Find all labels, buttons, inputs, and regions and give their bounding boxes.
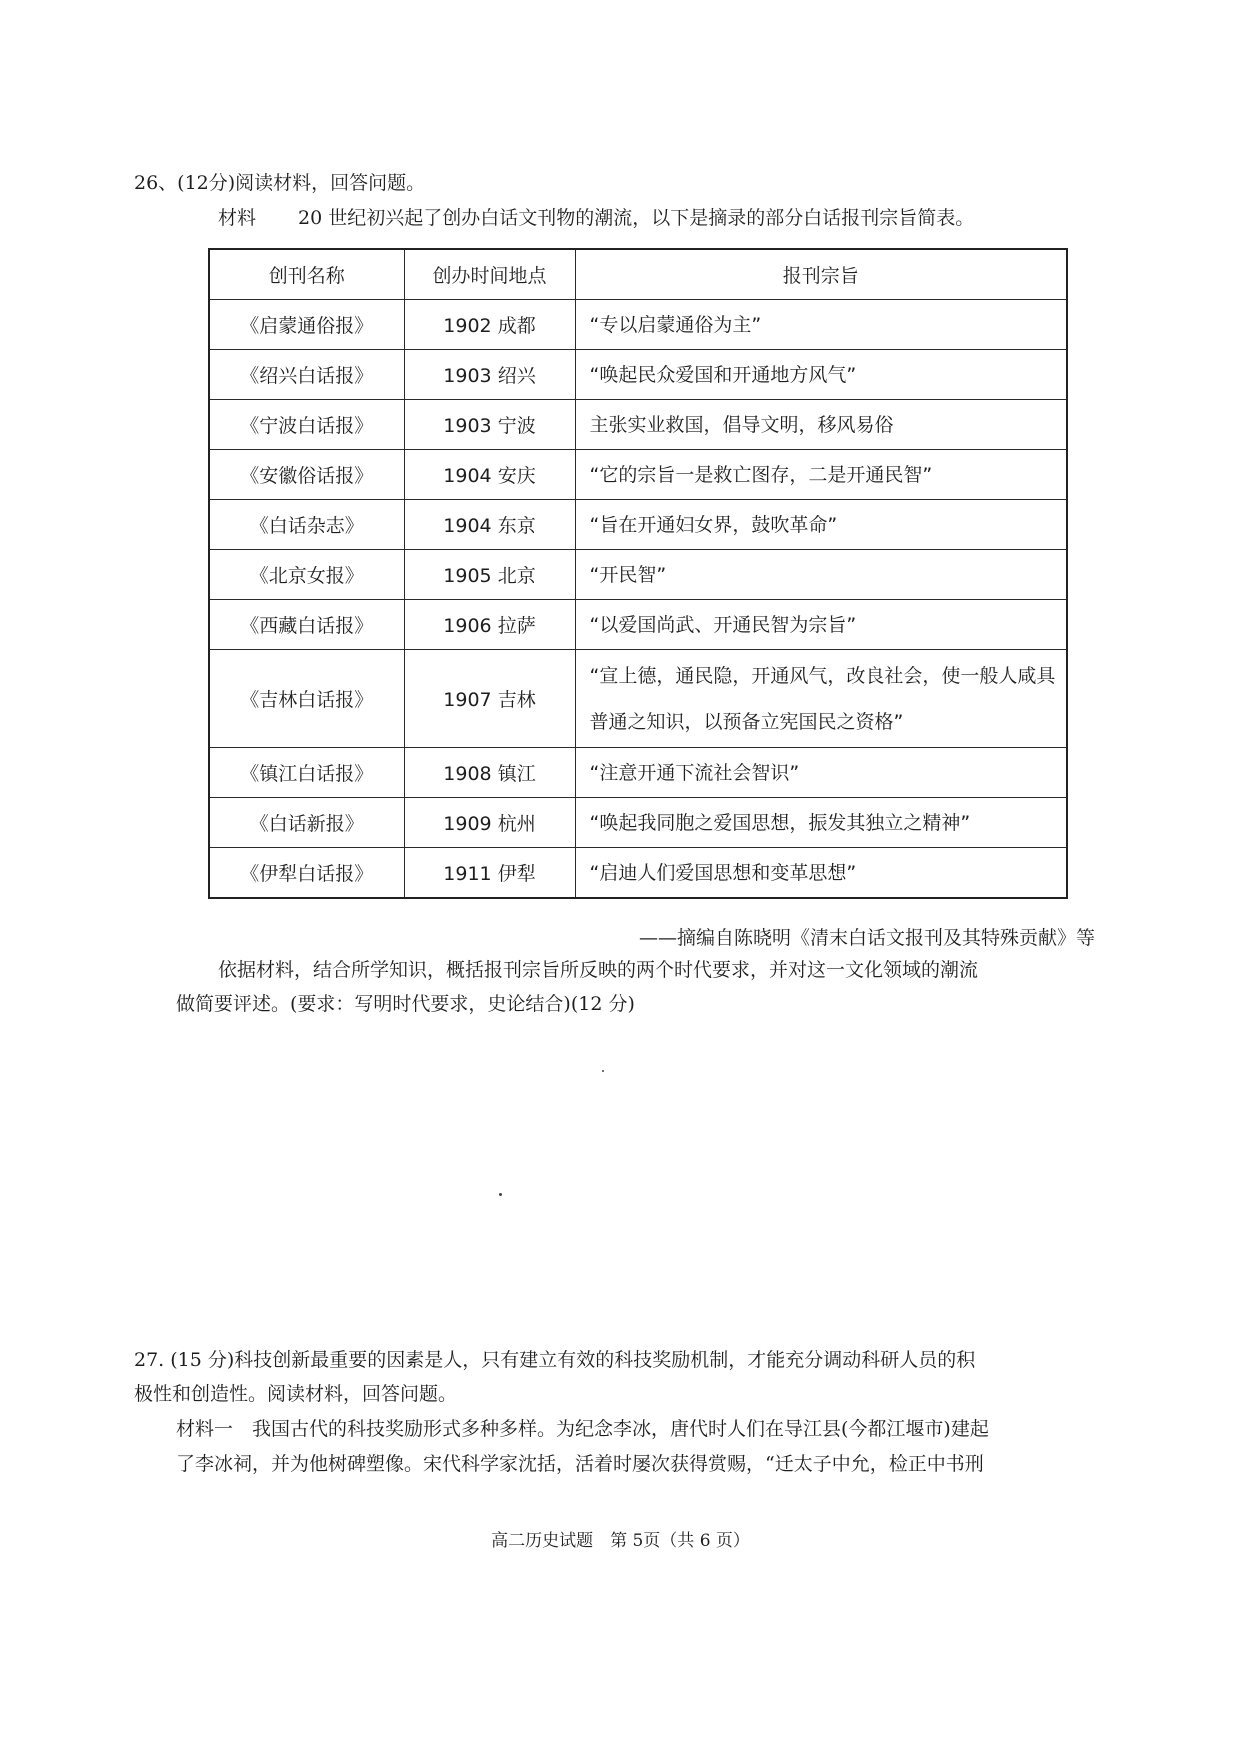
newspaper-name-cell: 《伊犁白话报》	[209, 848, 404, 899]
founding-time-place-cell: 1904 东京	[404, 500, 575, 550]
question-26-task-line-2: 做简要评述。(要求：写明时代要求，史论结合)(12 分)	[176, 993, 635, 1015]
table-row	[209, 748, 1067, 798]
table-row	[209, 650, 1067, 748]
column-header-name: 创刊名称	[209, 249, 404, 300]
newspaper-aim-cell: “宣上德，通民隐，开通风气，改良社会，使一般人咸具普通之知识，以预备立宪国民之资格”	[575, 650, 1067, 748]
table-body	[209, 300, 1067, 899]
material-label: 材料	[218, 207, 257, 229]
table-header-row	[209, 249, 1067, 300]
newspaper-name-cell: 《吉林白话报》	[209, 650, 404, 748]
question-26-title: 26、(12分)阅读材料，回答问题。	[134, 172, 426, 194]
table-row	[209, 600, 1067, 650]
newspaper-name-cell: 《白话新报》	[209, 798, 404, 848]
table-row	[209, 848, 1067, 899]
table-row	[209, 350, 1067, 400]
table-row	[209, 450, 1067, 500]
table-row	[209, 798, 1067, 848]
newspaper-name-cell: 《北京女报》	[209, 550, 404, 600]
scan-speck	[602, 1070, 604, 1072]
scan-speck	[499, 1193, 502, 1196]
newspaper-aim-cell: “唤起我同胞之爱国思想，振发其独立之精神”	[575, 798, 1067, 848]
founding-time-place-cell: 1905 北京	[404, 550, 575, 600]
newspaper-name-cell: 《绍兴白话报》	[209, 350, 404, 400]
newspaper-aim-cell: 主张实业救国，倡导文明，移风易俗	[575, 400, 1067, 450]
newspaper-aim-cell: “启迪人们爱国思想和变革思想”	[575, 848, 1067, 899]
question-27-material-1-line-2: 了李冰祠，并为他树碑塑像。宋代科学家沈括，活着时屡次获得赏赐，“迁太子中允，检正中书刑	[176, 1453, 984, 1475]
newspaper-aim-cell: “专以启蒙通俗为主”	[575, 300, 1067, 350]
founding-time-place-cell: 1907 吉林	[404, 650, 575, 748]
newspaper-aim-cell: “开民智”	[575, 550, 1067, 600]
founding-time-place-cell: 1904 安庆	[404, 450, 575, 500]
column-header-aim: 报刊宗旨	[575, 249, 1067, 300]
founding-time-place-cell: 1903 宁波	[404, 400, 575, 450]
table-row	[209, 400, 1067, 450]
table-row	[209, 300, 1067, 350]
question-26-task-line-1: 依据材料，结合所学知识，概括报刊宗旨所反映的两个时代要求，并对这一文化领域的潮流	[218, 959, 979, 981]
newspaper-aims-table	[208, 248, 1068, 899]
founding-time-place-cell: 1903 绍兴	[404, 350, 575, 400]
newspaper-name-cell: 《白话杂志》	[209, 500, 404, 550]
newspaper-name-cell: 《安徽俗话报》	[209, 450, 404, 500]
founding-time-place-cell: 1911 伊犁	[404, 848, 575, 899]
founding-time-place-cell: 1908 镇江	[404, 748, 575, 798]
newspaper-aim-cell: “注意开通下流社会智识”	[575, 748, 1067, 798]
page-footer: 高二历史试题 第 5页（共 6 页）	[491, 1531, 750, 1551]
question-27-material-1-line-1: 材料一 我国古代的科技奖励形式多种多样。为纪念李冰，唐代时人们在导江县(今都江堰市)建起	[176, 1418, 989, 1440]
founding-time-place-cell: 1902 成都	[404, 300, 575, 350]
newspaper-name-cell: 《镇江白话报》	[209, 748, 404, 798]
question-26-material	[218, 205, 974, 231]
source-citation: ——摘编自陈晓明《清末白话文报刊及其特殊贡献》等	[638, 927, 1095, 949]
material-text: 20 世纪初兴起了创办白话文刊物的潮流，以下是摘录的部分白话报刊宗旨简表。	[298, 207, 975, 229]
founding-time-place-cell: 1906 拉萨	[404, 600, 575, 650]
column-header-time-place: 创办时间地点	[404, 249, 575, 300]
newspaper-name-cell: 《宁波白话报》	[209, 400, 404, 450]
newspaper-name-cell: 《西藏白话报》	[209, 600, 404, 650]
newspaper-name-cell: 《启蒙通俗报》	[209, 300, 404, 350]
question-27-line-1: 27. (15 分)科技创新最重要的因素是人，只有建立有效的科技奖励机制，才能充分调动科研人员的积	[134, 1349, 976, 1371]
newspaper-aim-cell: “旨在开通妇女界，鼓吹革命”	[575, 500, 1067, 550]
founding-time-place-cell: 1909 杭州	[404, 798, 575, 848]
newspaper-aim-cell: “唤起民众爱国和开通地方风气”	[575, 350, 1067, 400]
question-27-line-2: 极性和创造性。阅读材料，回答问题。	[134, 1383, 458, 1405]
newspaper-aim-cell: “它的宗旨一是救亡图存，二是开通民智”	[575, 450, 1067, 500]
table-row	[209, 500, 1067, 550]
newspaper-aim-cell: “以爱国尚武、开通民智为宗旨”	[575, 600, 1067, 650]
table-row	[209, 550, 1067, 600]
